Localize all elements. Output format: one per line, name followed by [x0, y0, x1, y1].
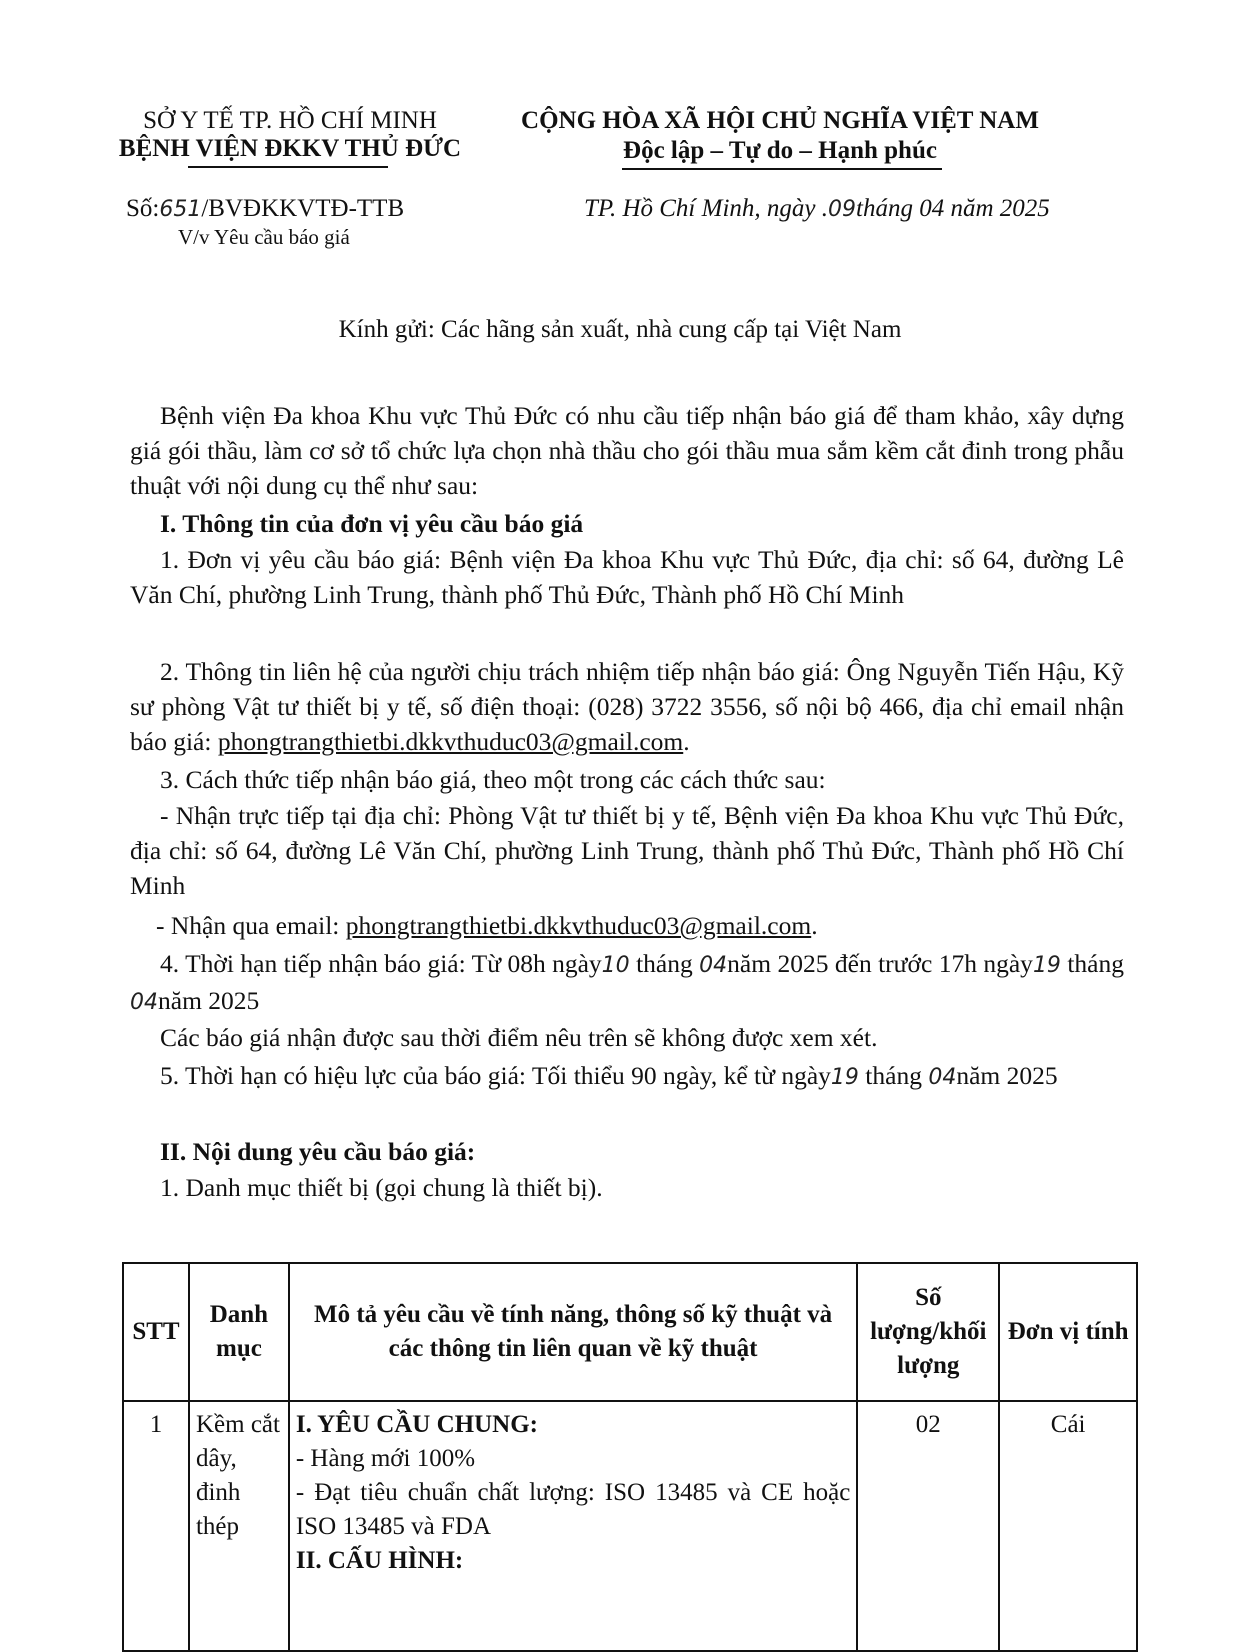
row-stt: 1 [123, 1401, 189, 1651]
country-motto: CỘNG HÒA XÃ HỘI CHỦ NGHĨA VIỆT NAM [521, 107, 1039, 134]
section2-title: II. Nội dung yêu cầu báo giá: [160, 1137, 476, 1166]
validity-text-1: 5. Thời hạn có hiệu lực của báo giá: Tối thiểu 90 ngày, kể từ ngày [160, 1061, 831, 1090]
section1-item3: 3. Cách thức tiếp nhận báo giá, theo một trong các cách thức sau: [160, 765, 826, 794]
date-prefix: TP. Hồ Chí Minh, ngày . [584, 195, 828, 222]
recipient-line: Kính gửi: Các hãng sản xuất, nhà cung cấp tại Việt Nam [338, 316, 902, 343]
header-quantity: Số lượng/khối lượng [857, 1263, 999, 1401]
validity-month-handwritten: 04 [928, 1065, 957, 1090]
late-quotes-note: Các báo giá nhận được sau thời điểm nêu trên sẽ không được xem xét. [160, 1023, 878, 1052]
hospital-name-underline [188, 166, 388, 168]
date-suffix: tháng 04 năm 2025 [856, 195, 1050, 222]
section1-item2: 2. Thông tin liên hệ của người chịu trách nhiệm tiếp nhận báo giá: Ông Nguyễn Tiến Hậu, Kỹ sư phòng Vật tư thiết bị y tế, số điện thoại: (028) 3722 3556, số nội bộ 466, địa chỉ email nhận báo giá: phongtrangthietbi.dkkvthuduc03@gmail.com. [130, 657, 1124, 756]
document-number-suffix: /BVĐKKVTĐ-TTB [201, 195, 405, 222]
deadline-start-month-handwritten: 04 [699, 953, 728, 978]
validity-text-2: tháng [858, 1061, 929, 1090]
receive-email-link[interactable]: phongtrangthietbi.dkkvthuduc03@gmail.com [345, 911, 812, 940]
deadline-end-month-handwritten: 04 [130, 990, 158, 1015]
spec-general-heading: I. YÊU CẦU CHUNG: [295, 1411, 538, 1438]
slogan: Độc lập – Tự do – Hạnh phúc [623, 137, 937, 164]
validity-day-handwritten: 19 [830, 1065, 859, 1090]
section1-item3-email: - Nhận qua email: phongtrangthietbi.dkkvthuduc03@gmail.com. [156, 911, 818, 940]
header-description: Mô tả yêu cầu về tính năng, thông số kỹ thuật và các thông tin liên quan về kỹ thuật [289, 1263, 857, 1401]
deadline-text-5: năm 2025 [158, 986, 260, 1015]
hospital-name: BỆNH VIỆN ĐKKV THỦ ĐỨC [118, 135, 462, 162]
document-number-prefix: Số: [126, 195, 160, 222]
document-date [584, 194, 1050, 225]
row-description [289, 1401, 857, 1651]
spec-quality-standard: - Đạt tiêu chuẩn chất lượng: ISO 13485 và CE hoặc ISO 13485 và FDA [295, 1479, 851, 1540]
ministry-name: SỞ Y TẾ TP. HỒ CHÍ MINH [143, 107, 437, 134]
date-day-handwritten: 09 [828, 197, 856, 222]
header-stt: STT [123, 1263, 189, 1401]
row-quantity: 02 [857, 1401, 999, 1651]
document-number-handwritten: 651 [159, 197, 202, 222]
document-subject: V/v Yêu cầu báo giá [178, 225, 350, 249]
section1-item4 [130, 946, 1124, 1020]
section1-title: I. Thông tin của đơn vị yêu cầu báo giá [160, 509, 584, 538]
section2-item1: 1. Danh mục thiết bị (gọi chung là thiết bị). [160, 1173, 603, 1202]
row-unit: Cái [999, 1401, 1137, 1651]
email-receive-label: - Nhận qua email: [156, 911, 346, 940]
spec-new-item: - Hàng mới 100% [295, 1445, 476, 1472]
deadline-text-4: tháng [1060, 949, 1124, 978]
table-row [123, 1401, 1137, 1651]
section1-item1: 1. Đơn vị yêu cầu báo giá: Bệnh viện Đa khoa Khu vực Thủ Đức, địa chỉ: số 64, đường Lê Văn Chí, phường Linh Trung, thành phố Thủ Đức, Thành phố Hồ Chí Minh [130, 545, 1124, 609]
intro-paragraph: Bệnh viện Đa khoa Khu vực Thủ Đức có nhu cầu tiếp nhận báo giá để tham khảo, xây dựng giá gói thầu, làm cơ sở tổ chức lựa chọn nhà thầu cho gói thầu mua sắm kềm cắt đinh trong phẫu thuật với nội dung cụ thể như sau: [130, 401, 1124, 500]
validity-text-3: năm 2025 [956, 1061, 1058, 1090]
spec-configuration-heading: II. CẤU HÌNH: [295, 1547, 464, 1574]
header-unit: Đơn vị tính [999, 1263, 1137, 1401]
deadline-end-day-handwritten: 19 [1032, 953, 1061, 978]
section1-item3-direct: - Nhận trực tiếp tại địa chỉ: Phòng Vật tư thiết bị y tế, Bệnh viện Đa khoa Khu vực Thủ Đức, địa chỉ: số 64, đường Lê Văn Chí, phường Linh Trung, thành phố Thủ Đức, Thành phố Hồ Chí Minh [130, 801, 1124, 900]
contact-email-link[interactable]: phongtrangthietbi.dkkvthuduc03@gmail.com [217, 727, 684, 756]
slogan-underline [622, 168, 942, 170]
row-category: Kềm cắt dây, đinh thép [189, 1401, 289, 1651]
deadline-text-1: 4. Thời hạn tiếp nhận báo giá: Từ 08h ngày [160, 949, 602, 978]
document-number [126, 194, 404, 225]
header-category: Danh mục [189, 1263, 289, 1401]
table-header-row [123, 1263, 1137, 1401]
contact-info: 2. Thông tin liên hệ của người chịu trách nhiệm tiếp nhận báo giá: Ông Nguyễn Tiến Hậu, Kỹ sư phòng Vật tư thiết bị y tế, số điện thoại: (028) 3722 3556, số nội bộ 466, địa chỉ email nhận báo giá: [130, 657, 1124, 756]
section1-item5 [130, 1058, 1124, 1095]
deadline-text-2: tháng [629, 949, 700, 978]
deadline-text-3: năm 2025 đến trước 17h ngày [727, 949, 1033, 978]
deadline-start-day-handwritten: 10 [601, 953, 630, 978]
equipment-table [122, 1262, 1138, 1652]
